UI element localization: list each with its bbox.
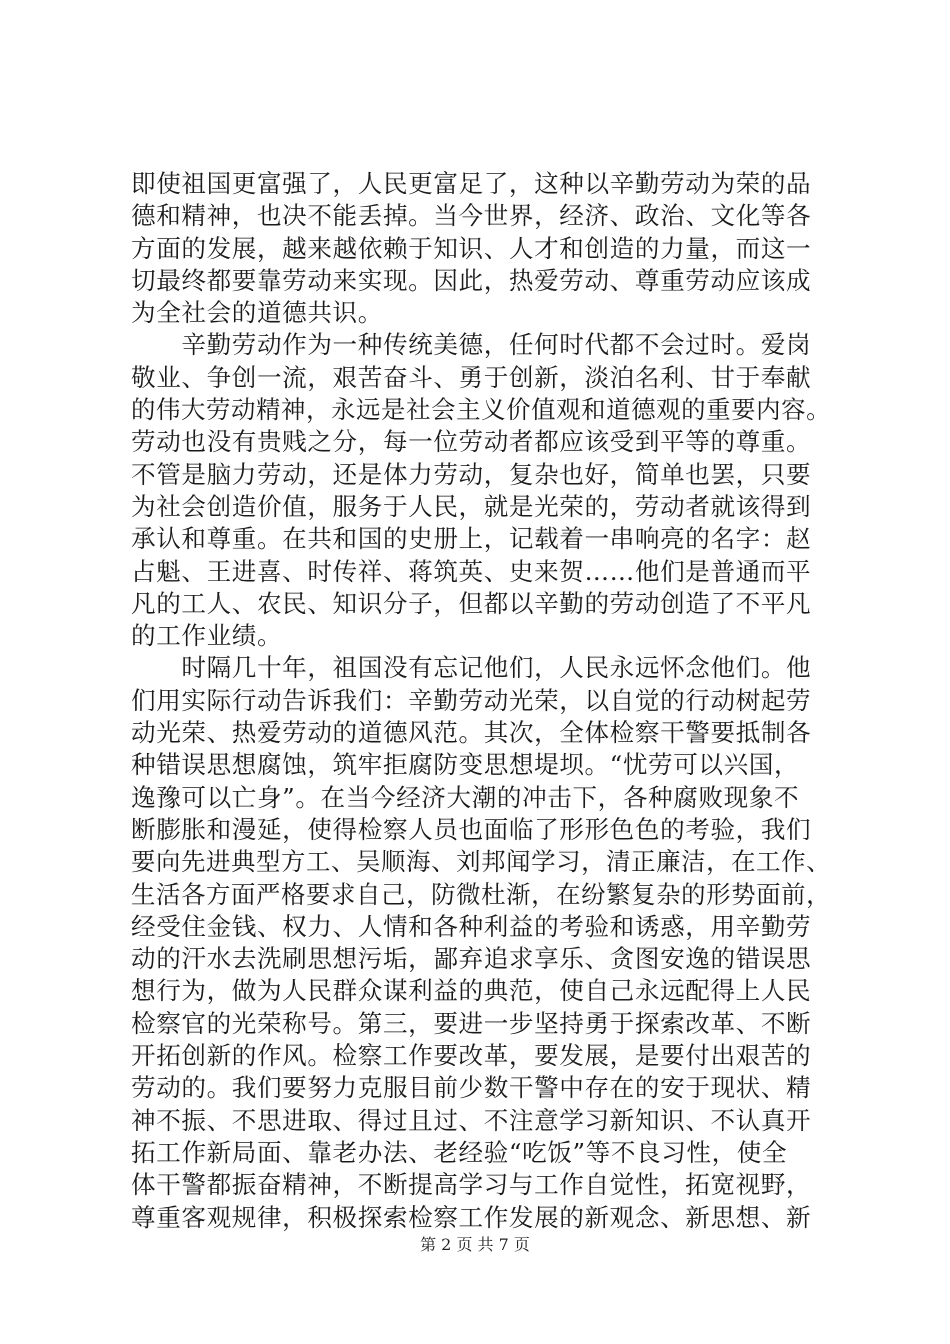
text-line: 断膨胀和漫延，使得检察人员也面临了形形色色的考验，我们 — [131, 814, 812, 844]
text-line: 们用实际行动告诉我们：辛勤劳动光荣，以自觉的行动树起劳 — [131, 685, 812, 715]
text-line: 想行为，做为人民群众谋利益的典范，使自己永远配得上人民 — [131, 976, 812, 1006]
text-line: 的工作业绩。 — [131, 621, 283, 651]
text-line: 体干警都振奋精神，不断提高学习与工作自觉性，拓宽视野， — [131, 1170, 812, 1200]
text-line: 承认和尊重。在共和国的史册上，记载着一串响亮的名字：赵 — [131, 524, 812, 554]
text-line: 经受住金钱、权力、人情和各种利益的考验和诱惑，用辛勤劳 — [131, 911, 812, 941]
text-line: 劳动的。我们要努力克服目前少数干警中存在的安于现状、精 — [131, 1073, 812, 1103]
body-text — [131, 168, 831, 1234]
text-line: 时隔几十年，祖国没有忘记他们，人民永远怀念他们。他 — [131, 653, 812, 683]
text-line: 要向先进典型方工、吴顺海、刘邦闻学习，清正廉洁，在工作、 — [131, 847, 832, 877]
text-line: 动光荣、热爱劳动的道德风范。其次，全体检察干警要抵制各 — [131, 718, 812, 748]
text-line: 为社会创造价值，服务于人民，就是光荣的，劳动者就该得到 — [131, 491, 812, 521]
text-line: 生活各方面严格要求自己，防微杜渐，在纷繁复杂的形势面前， — [131, 879, 832, 909]
text-line: 即使祖国更富强了，人民更富足了，这种以辛勤劳动为荣的品 — [131, 169, 812, 198]
text-line: 开拓创新的作风。检察工作要改革，要发展，是要付出艰苦的 — [131, 1041, 812, 1071]
text-line: 方面的发展，越来越依赖于知识、人才和创造的力量，而这一 — [131, 233, 812, 263]
text-line: 切最终都要靠劳动来实现。因此，热爱劳动、尊重劳动应该成 — [131, 265, 812, 295]
text-line: 敬业、争创一流，艰苦奋斗、勇于创新，淡泊名利、甘于奉献 — [131, 362, 812, 392]
text-line: 尊重客观规律，积极探索检察工作发展的新观念、新思想、新 — [131, 1202, 812, 1232]
text-line: 凡的工人、农民、知识分子，但都以辛勤的劳动创造了不平凡 — [131, 588, 812, 618]
text-line: 占魁、王进喜、时传祥、蒋筑英、史来贺……他们是普通而平 — [131, 556, 812, 586]
text-line: 逸豫可以亡身”。在当今经济大潮的冲击下，各种腐败现象不 — [131, 782, 800, 812]
text-line: 劳动也没有贵贱之分，每一位劳动者都应该受到平等的尊重。 — [131, 427, 812, 457]
text-line: 辛勤劳动作为一种传统美德，任何时代都不会过时。爱岗 — [131, 330, 812, 360]
text-line: 德和精神，也决不能丢掉。当今世界，经济、政治、文化等各 — [131, 201, 812, 231]
text-line: 的伟大劳动精神，永远是社会主义价值观和道德观的重要内容。 — [131, 395, 832, 425]
text-line: 动的汗水去洗刷思想污垢，鄙弃追求享乐、贪图安逸的错误思 — [131, 944, 812, 974]
text-line: 不管是脑力劳动，还是体力劳动，复杂也好，简单也罢，只要 — [131, 459, 812, 489]
text-line: 拓工作新局面、靠老办法、老经验“吃饭”等不良习性，使全 — [131, 1137, 788, 1167]
text-line: 检察官的光荣称号。第三，要进一步坚持勇于探索改革、不断 — [131, 1008, 812, 1038]
text-line: 为全社会的道德共识。 — [131, 298, 383, 328]
text-line: 种错误思想腐蚀，筑牢拒腐防变思想堤坝。“忧劳可以兴国， — [131, 750, 800, 780]
text-line: 神不振、不思进取、得过且过、不注意学习新知识、不认真开 — [131, 1105, 812, 1135]
page-number-footer: 第 2 页 共 7 页 — [420, 1235, 530, 1254]
